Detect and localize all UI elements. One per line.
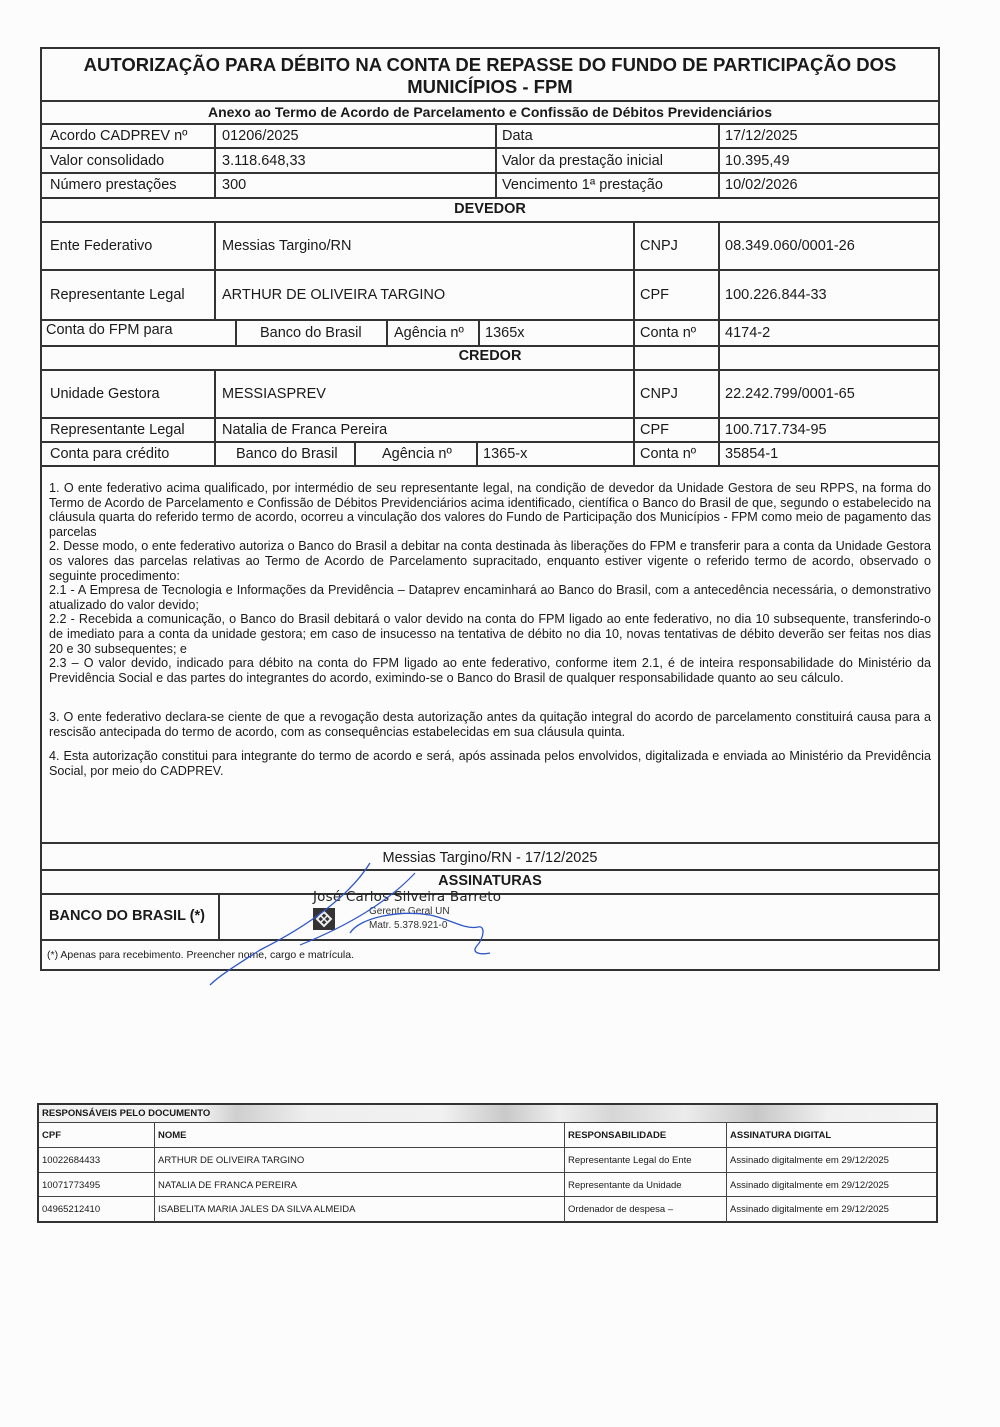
devedor-cnpj-value: 08.349.060/0001-26 [725,238,855,254]
signature-footnote: (*) Apenas para recebimento. Preencher nome, cargo e matrícula. [47,949,354,961]
prestacao-value: 10.395,49 [725,153,790,169]
credor-section-title: CREDOR [458,348,522,364]
acordo-label: Acordo CADPREV nº [50,128,188,144]
devedor-agencia-label: Agência nº [394,325,464,341]
bank-signature-label: BANCO DO BRASIL (*) [49,908,206,924]
credor-conta-label: Conta para crédito [50,446,170,462]
row-resp: Representante da Unidade [564,1173,726,1197]
devedor-rep-value: ARTHUR DE OLIVEIRA TARGINO [222,287,446,303]
clause-3: 3. O ente federativo declara-se ciente de que a revogação desta autorização antes da quitação integral do acordo de parcelamento constituirá causa para a rescisão antecipada do termo de acordo, com as consequências estabelecidas em sua cláusula quinta. [49,709,931,739]
credor-banco: Banco do Brasil [236,446,338,462]
col-assinatura: ASSINATURA DIGITAL [726,1123,936,1148]
table-row [39,1147,936,1173]
credor-rep-value: Natalia de Franca Pereira [222,422,388,438]
form-title [42,54,938,98]
row-nome: ARTHUR DE OLIVEIRA TARGINO [154,1148,564,1173]
col-nome: NOME [154,1123,564,1148]
unidade-label: Unidade Gestora [50,386,160,402]
clause-2-1: 2.1 - A Empresa de Tecnologia e Informações da Previdência – Dataprev encaminhará ao Banco do Brasil, com a antecedência necessária, o demonstrativo atualizado do valor devido; [49,583,931,612]
row-assinatura: Assinado digitalmente em 29/12/2025 [726,1148,936,1173]
stamp-role: Gerente Geral UN [369,906,450,917]
clauses-text [49,481,931,778]
devedor-cpf-label: CPF [640,287,669,303]
responsaveis-table [37,1103,938,1223]
devedor-conta-label: Conta nº [640,325,697,341]
table-row [39,1172,936,1197]
row-assinatura: Assinado digitalmente em 29/12/2025 [726,1173,936,1197]
credor-cpf-label: CPF [640,422,669,438]
numero-label: Número prestações [50,177,177,193]
stamp-name: José Carlos Silveira Barreto [313,889,502,905]
row-cpf: 10071773495 [42,1179,101,1191]
credor-conta-label: Conta nº [640,446,697,462]
table-row [39,1196,936,1222]
valor-label: Valor consolidado [50,153,165,169]
row-nome: NATALIA DE FRANCA PEREIRA [154,1173,564,1197]
form-subtitle: Anexo ao Termo de Acordo de Parcelamento e Confissão de Débitos Previdenciários [207,104,773,120]
row-cpf: 10022684433 [42,1155,101,1166]
credor-agencia-label: Agência nº [382,446,452,462]
devedor-conta-value: 4174-2 [725,325,771,341]
stamp-matricula: Matr. 5.378.921-0 [369,920,448,931]
devedor-banco: Banco do Brasil [260,325,362,341]
ente-label: Ente Federativo [50,238,153,254]
row-cpf: 04965212410 [42,1204,101,1215]
numero-value: 300 [222,177,247,193]
devedor-cpf-value: 100.226.844-33 [725,287,827,303]
unidade-value: MESSIASPREV [222,386,326,402]
clause-1: 1. O ente federativo acima qualificado, por intermédio de seu representante legal, na condição de devedor da Unidade Gestora de seu RPPS, na forma do Termo de Acordo de Parcelamento e Confissão de Débitos Previdenciários acima identificado, científica o Banco do Brasil de que, segundo o estabelecido na cláusula quarta do referido termo de acordo, ocorreu a vinculação dos valores do Fundo de Participação dos Municípios - FPM como meio de pagamento das parcelas [49,481,931,539]
data-value: 17/12/2025 [725,128,798,144]
row-resp: Ordenador de despesa – [564,1197,726,1222]
vencimento-label: Vencimento 1ª prestação [502,177,663,193]
devedor-rep-label: Representante Legal [50,287,185,303]
clause-4: 4. Esta autorização constitui para integrante do termo de acordo e será, após assinada pelos envolvidos, digitalizada e enviada ao Ministério da Previdência Social, por meio do CADPREV. [49,749,931,778]
place-date: Messias Targino/RN - 17/12/2025 [382,850,598,866]
table-header-row [39,1122,936,1148]
data-label: Data [502,128,533,144]
credor-cpf-value: 100.717.734-95 [725,422,827,438]
devedor-agencia-value: 1365x [485,325,525,341]
devedor-section-title: DEVEDOR [454,201,526,217]
clause-2-3: 2.3 – O valor devido, indicado para débito na conta do FPM ligado ao ente federativo, conforme item 2.1, é de inteira responsabilidade do Ministério da Previdência Social e das partes do integrantes do acordo, eximindo-se o Banco do Brasil de qualquer responsabilidade quanto ao seu cálculo. [49,656,931,685]
credor-rep-label: Representante Legal [50,422,185,438]
clause-2: 2. Desse modo, o ente federativo autoriza o Banco do Brasil a debitar na conta destinada às liberações do FPM e transferir para a conta da Unidade Gestora os valores das parcelas relativas ao Termo de Acordo de Parcelamento supracitado, enquanto estiver vigente o referido termo de acordo, observado o seguinte procedimento: [49,539,931,583]
clause-2-2: 2.2 - Recebida a comunicação, o Banco do Brasil debitará o valor devido na conta do FPM ligado ao ente federativo, no dia 10 subsequente, transferindo-o de imediato para a conta da unidade gestora; em caso de insucesso na tentativa de débito no dia 10, novas tentativas de débito deverão ser feitas nos dias 20 e 30 subsequentes; e [49,612,931,656]
handwritten-signature-icon [200,855,510,990]
authorization-form [40,47,940,971]
credor-agencia-value: 1365-x [483,446,528,462]
row-nome: ISABELITA MARIA JALES DA SILVA ALMEIDA [154,1197,564,1222]
conta-fpm-label: Conta do FPM para [46,322,173,338]
col-cpf: CPF [42,1130,61,1141]
col-responsabilidade: RESPONSABILIDADE [564,1123,726,1148]
credor-conta-value: 35854-1 [725,446,779,462]
ente-value: Messias Targino/RN [222,238,352,254]
row-assinatura: Assinado digitalmente em 29/12/2025 [726,1197,936,1222]
credor-cnpj-value: 22.242.799/0001-65 [725,386,855,402]
credor-cnpj-label: CNPJ [640,386,678,402]
title-line-1: AUTORIZAÇÃO PARA DÉBITO NA CONTA DE REPASSE DO FUNDO DE PARTICIPAÇÃO DOS [83,54,897,75]
devedor-cnpj-label: CNPJ [640,238,678,254]
responsaveis-title: RESPONSÁVEIS PELO DOCUMENTO [42,1108,211,1119]
row-resp: Representante Legal do Ente [564,1148,726,1173]
acordo-value: 01206/2025 [222,128,299,144]
title-line-2: MUNICÍPIOS - FPM [407,76,573,97]
vencimento-value: 10/02/2026 [725,177,798,193]
valor-value: 3.118.648,33 [222,153,306,169]
signatures-section-title: ASSINATURAS [438,873,542,889]
prestacao-label: Valor da prestação inicial [502,153,663,169]
